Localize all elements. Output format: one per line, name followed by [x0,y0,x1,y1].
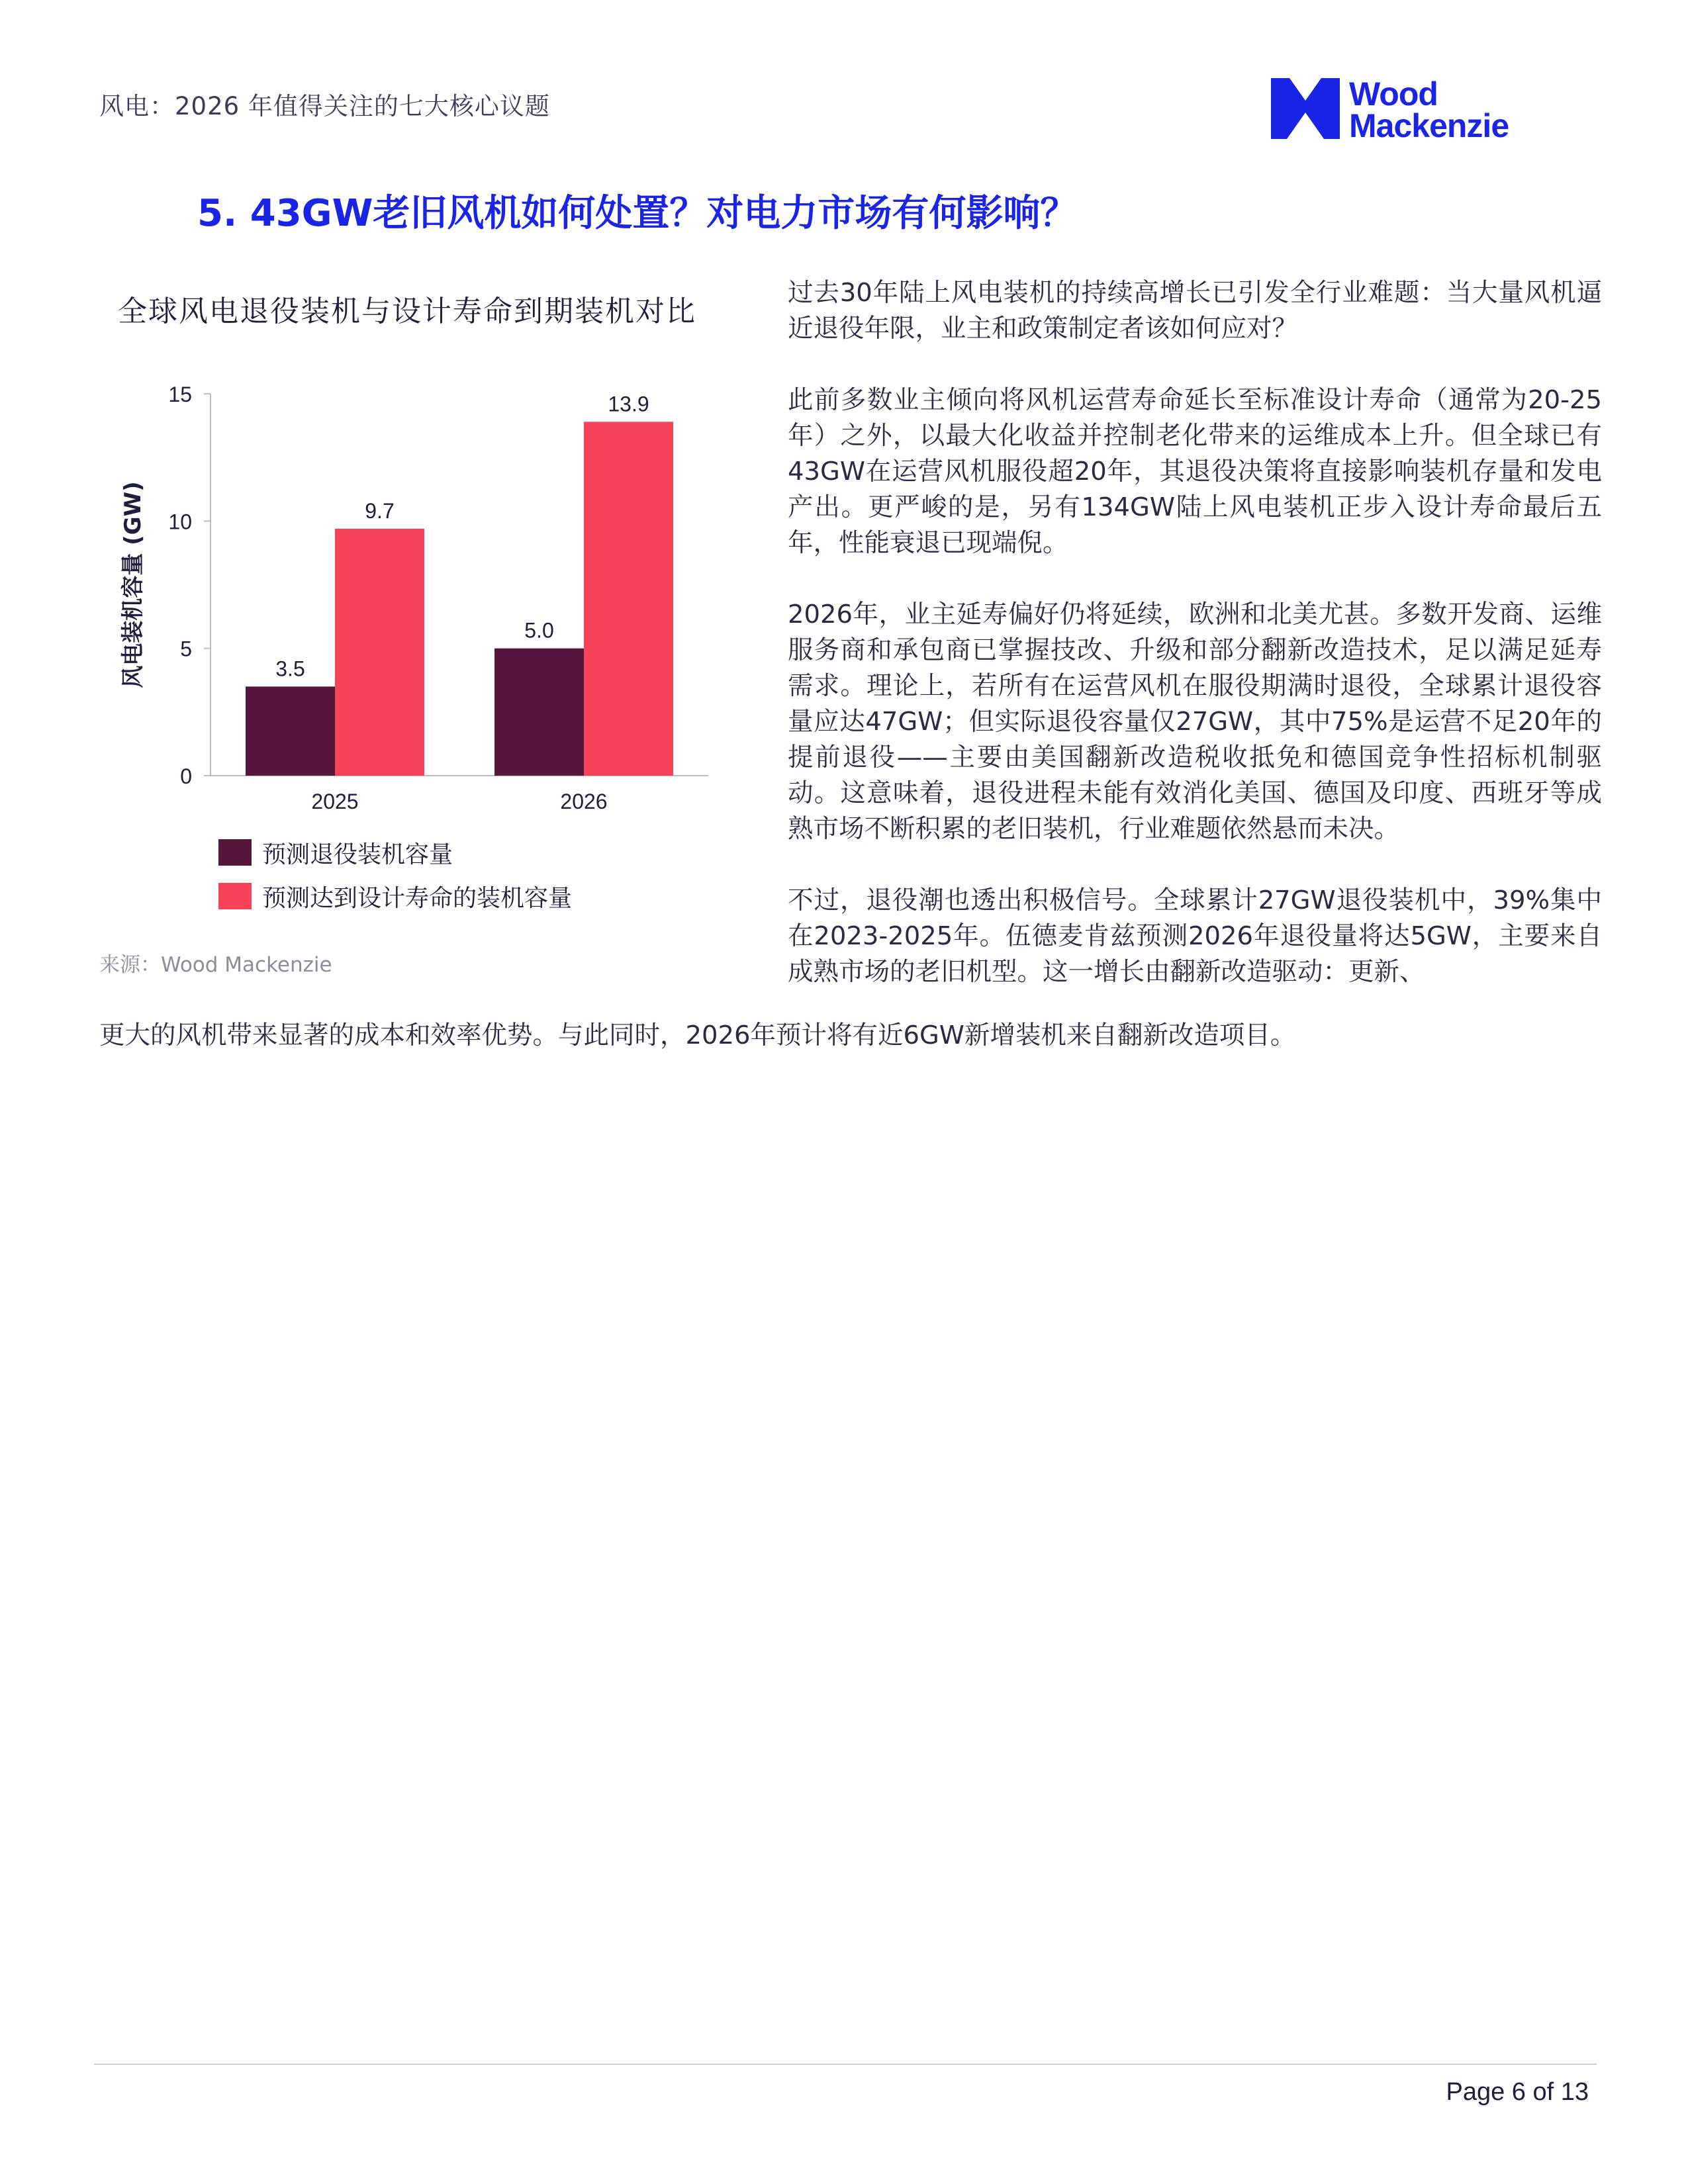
page-number: Page 6 of 13 [1446,2078,1589,2106]
bar-value-label: 13.9 [608,392,649,416]
legend-label-design-life: 预测达到设计寿命的装机容量 [262,884,573,912]
legend-swatch-design-life [218,883,252,909]
body-paragraph-4: 不过，退役潮也透出积极信号。全球累计27GW退役装机中，39%集中在2023-2025年。伍德麦肯兹预测2026年退役量将达5GW，主要来自成熟市场的老旧机型。这一增长由翻新改造驱动：更新、 [788,886,1602,987]
x-tick-label: 2026 [560,790,608,813]
x-tick-label: 2025 [311,790,359,813]
body-paragraph-2: 此前多数业主倾向将风机运营寿命延长至标准设计寿命（通常为20-25年）之外，以最大化收益并控制老化带来的运维成本上升。但全球已有43GW在运营风机服役超20年，其退役决策将直接影响装机存量和发电产出。更严峻的是，另有134GW陆上风电装机正步入设计寿命最后五年，性能衰退已现端倪。 [788,385,1602,558]
bar-chart [99,357,735,821]
y-tick-label: 5 [180,637,192,661]
legend-swatch-retire [218,839,252,866]
logo-text-line1: Wood [1349,75,1438,113]
y-axis-label: 风电装机容量 (GW) [120,481,146,688]
logo-text-line2: Mackenzie [1349,107,1509,144]
body-paragraph-3: 2026年，业主延寿偏好仍将延续，欧洲和北美尤甚。多数开发商、运维服务商和承包商已掌握技改、升级和部分翻新改造技术，足以满足延寿需求。理论上，若所有在运营风机在服役期满时退役，全球累计退役容量应达47GW；但实际退役容量仅27GW，其中75%是运营不足20年的提前退役——主要由美国翻新改造税收抵免和德国竞争性招标机制驱动。这意味着，退役进程未能有效消化美国、德国及印度、西班牙等成熟市场不断积累的老旧装机，行业难题依然悬而未决。 [788,600,1602,844]
legend-item-design-life [218,874,572,918]
bar-value-label: 3.5 [275,657,305,681]
header-doc-title: 风电：2026 年值得关注的七大核心议题 [99,92,550,120]
bar-2026-series-1 [494,649,584,776]
chart-legend [218,831,572,918]
y-tick-label: 10 [168,510,192,534]
body-paragraph-4-tail: 更大的风机带来显著的成本和效率优势。与此同时，2026年预计将有近6GW新增装机来自翻新改造项目。 [99,1021,1296,1050]
wood-mackenzie-logo-mark-icon [1271,78,1340,139]
y-tick-label: 0 [180,764,192,788]
body-paragraph-1: 过去30年陆上风电装机的持续高增长已引发全行业难题：当大量风机逼近退役年限，业主和政策制定者该如何应对？ [788,278,1602,343]
legend-label-retire: 预测退役装机容量 [262,841,453,868]
body-text [788,275,1602,990]
bar-2025-series-1 [246,686,335,776]
legend-item-retire [218,831,572,874]
bar-value-label: 9.7 [365,498,395,523]
bar-2025-series-2 [335,529,424,776]
y-tick-label: 15 [168,383,192,406]
bar-value-label: 5.0 [524,618,554,643]
source-note: 来源：Wood Mackenzie [99,953,332,977]
footer-divider [94,2064,1597,2065]
section-title: 5. 43GW老旧风机如何处置？对电力市场有何影响？ [197,192,1078,235]
bar-2026-series-2 [584,422,673,776]
chart-title: 全球风电退役装机与设计寿命到期装机对比 [118,295,696,328]
wood-mackenzie-logo [1271,75,1549,144]
